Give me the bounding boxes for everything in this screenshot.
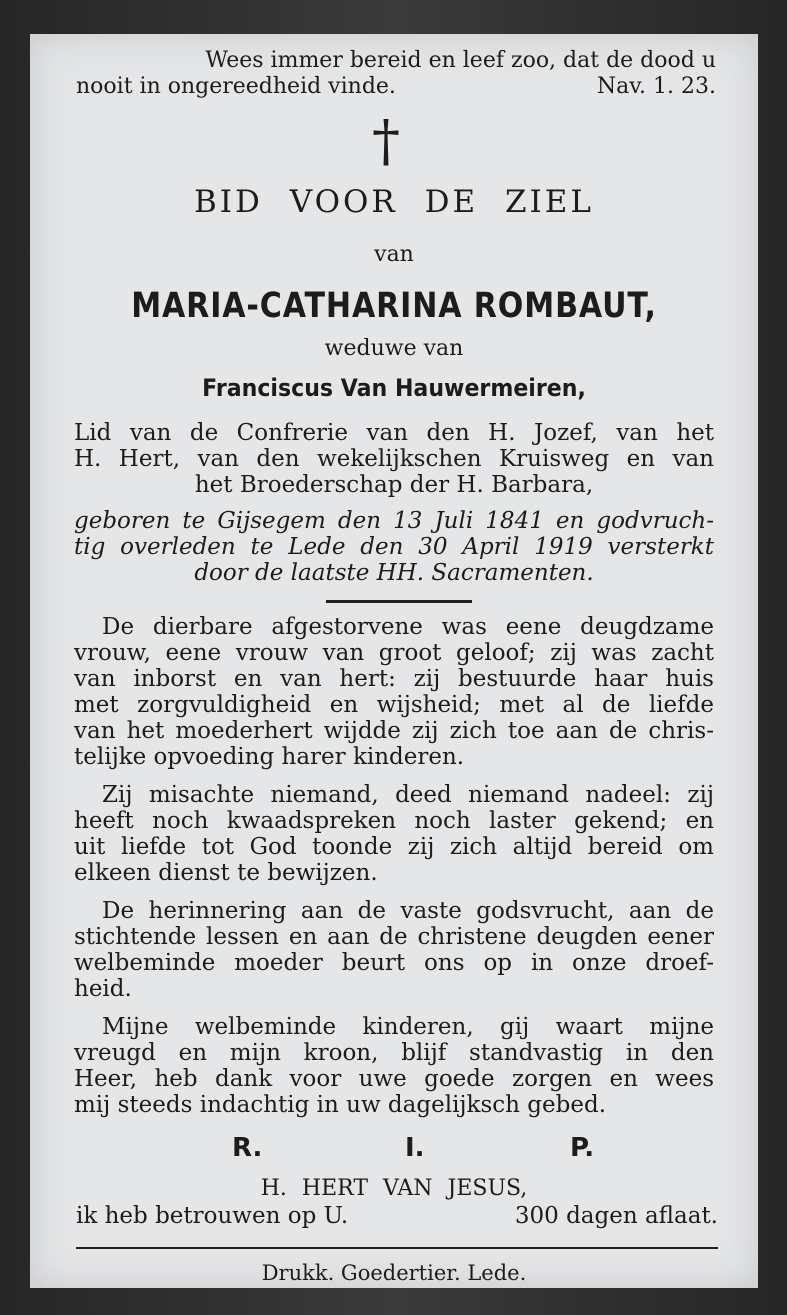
paragraph-2-line-2: heeft noch kwaadspreken noch laster gekend; en [74,808,714,834]
paragraph-2-line-4: elkeen dienst te bewijzen. [74,860,378,886]
paragraph-4-line-3: Heer, heb dank voor uwe goede zorgen en wees [74,1066,714,1092]
divider [326,600,472,603]
rip-i: I. [405,1133,425,1163]
paragraph-3-line-2: stichtende lessen en aan de christene deugden eener [74,924,714,950]
paragraph-1-line-3: van inborst en van hert: zij bestuurde haar huis [74,666,714,692]
epigraph-text: nooit in ongereedheid vinde. [76,74,396,99]
epigraph-reference: Nav. 1. 23. [596,74,716,99]
paragraph-1-line-5: van het moederhert wijdde zij zich toe aan de chris- [74,718,714,744]
membership-line-3: het Broederschap der H. Barbara, [194,472,594,498]
paragraph-4-line-4: mij steeds indachtig in uw dagelijksch gebed. [74,1092,606,1118]
heading: BID VOOR DE ZIEL [194,184,594,220]
husband-name: Franciscus Van Hauwermeiren, [202,374,586,402]
rip-r: R. [232,1133,263,1163]
membership-line-2: H. Hert, van den wekelijkschen Kruisweg en van [74,446,714,472]
paragraph-1-line-6: telijke opvoeding harer kinderen. [74,744,465,770]
paragraph-4-line-1: Mijne welbeminde kinderen, gij waart mijne [102,1014,714,1040]
trust-text: ik heb betrouwen op U. [76,1203,349,1229]
paragraph-1-line-1: De dierbare afgestorvene was eene deugdzame [102,614,714,640]
paragraph-4-line-2: vreugd en mijn kroon, blijf standvastig in den [74,1040,714,1066]
paragraph-2-line-1: Zij misachte niemand, deed niemand nadeel: zij [102,782,714,808]
dates-line-3: door de laatste HH. Sacramenten. [194,560,594,586]
paragraph-1-line-4: met zorgvuldigheid en wijsheid; met al de liefde [74,692,714,718]
epigraph-line-1: Wees immer bereid en leef zoo, dat de dood u [205,48,716,73]
paragraph-3-line-3: welbeminde moeder beurt ons op in onze droef- [74,950,714,976]
prayer-line: H. HERT VAN JESUS, [260,1176,528,1201]
dates-line-2: tig overleden te Lede den 30 April 1919 versterkt [74,534,714,560]
deceased-name: MARIA-CATHARINA ROMBAUT, [131,286,657,326]
printer-credit: Drukk. Goedertier. Lede. [261,1261,527,1285]
paragraph-3-line-1: De herinnering aan de vaste godsvrucht, aan de [102,898,714,924]
closing-line [76,1202,718,1230]
dates-line-1: geboren te Gijsegem den 13 Juli 1841 en godvruch- [74,508,714,534]
van-label: van [374,242,414,267]
paragraph-3-line-4: heid. [74,976,132,1002]
bottom-divider [76,1247,718,1249]
widow-of-label: weduwe van [324,336,464,361]
memorial-card [30,34,758,1288]
membership-line-1: Lid van de Confrerie van den H. Jozef, van het [74,420,714,446]
paragraph-2-line-3: uit liefde tot God toonde zij zich altijd bereid om [74,834,714,860]
rip-p: P. [570,1133,595,1163]
cross-icon: † [372,109,400,174]
paragraph-1-line-2: vrouw, eene vrouw van groot geloof; zij was zacht [74,640,714,666]
epigraph-line-2 [76,74,716,100]
indulgence-text: 300 dagen aflaat. [514,1203,718,1229]
